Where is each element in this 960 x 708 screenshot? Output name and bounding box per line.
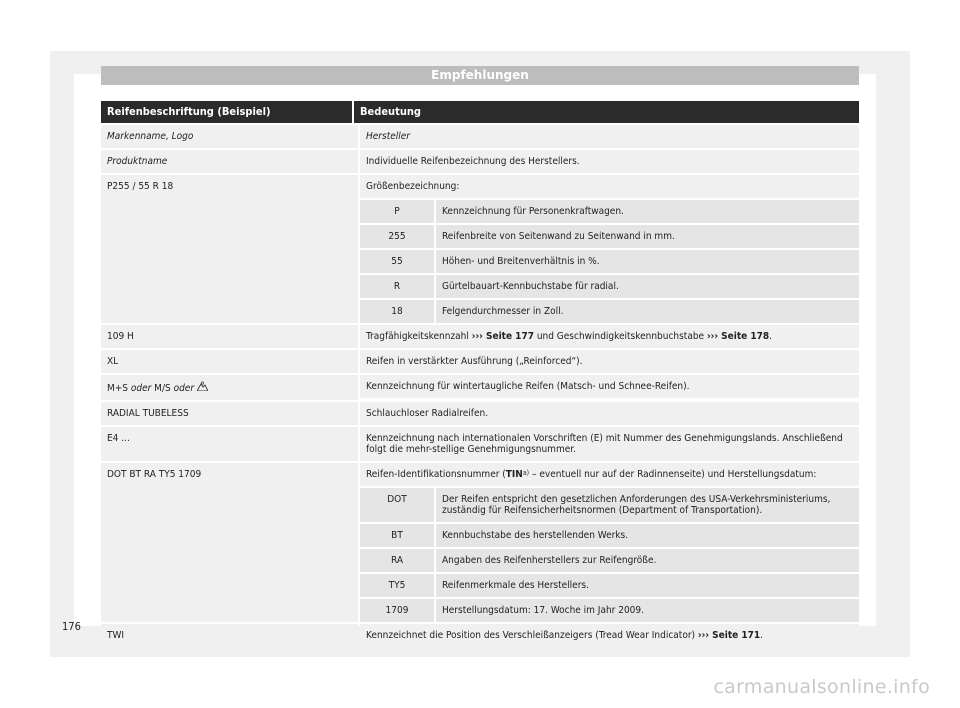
- sub-key: 255: [360, 225, 434, 248]
- row-label: DOT BT RA TY5 1709: [101, 463, 358, 622]
- sub-value: Angaben des Reifenherstellers zur Reifengröße.: [436, 549, 859, 572]
- row-label: E4 ...: [101, 427, 358, 461]
- sub-row: [360, 574, 859, 597]
- desc-text: Kennzeichnet die Position des Verschleißanzeigers (Tread Wear Indicator): [366, 630, 698, 641]
- sub-value: Kennbuchstabe des herstellenden Werks.: [436, 524, 859, 547]
- sub-key: TY5: [360, 574, 434, 597]
- footnote-marker: a): [522, 469, 530, 477]
- sub-row: [360, 524, 859, 547]
- row-description: [360, 624, 859, 647]
- page-link[interactable]: ››› Seite 171: [697, 630, 761, 641]
- snowflake-mountain-icon: [197, 381, 208, 391]
- table-row: [101, 150, 859, 173]
- sub-row: [360, 250, 859, 273]
- label-text: oder: [173, 383, 195, 394]
- table-row: [101, 624, 859, 647]
- desc-text: .: [769, 331, 773, 342]
- row-label: RADIAL TUBELESS: [101, 402, 358, 425]
- row-description: [360, 463, 859, 486]
- sub-row: [360, 488, 859, 522]
- desc-text: .: [760, 630, 763, 641]
- sub-row: [360, 275, 859, 298]
- desc-text: Tragfähigkeitskennzahl: [366, 331, 472, 342]
- page-link[interactable]: ››› Seite 177: [471, 331, 534, 342]
- table-row: [101, 427, 859, 461]
- sub-key: DOT: [360, 488, 434, 522]
- label-text: M+S: [107, 383, 131, 394]
- sub-value: Höhen- und Breitenverhältnis in %.: [436, 250, 859, 273]
- sub-value: Felgendurchmesser in Zoll.: [436, 300, 859, 323]
- row-label: Produktname: [101, 150, 358, 173]
- sub-key: 55: [360, 250, 434, 273]
- tire-marking-table: [101, 101, 859, 647]
- desc-text: Reifen-Identifikationsnummer (: [366, 469, 506, 480]
- table-row: [101, 125, 859, 148]
- sub-row: [360, 599, 859, 622]
- table-header: [101, 101, 859, 123]
- label-text: oder: [130, 383, 152, 394]
- row-description: Schlauchloser Radialreifen.: [360, 402, 859, 425]
- table-row: [101, 402, 859, 425]
- header-col-marking: Reifenbeschriftung (Beispiel): [101, 101, 354, 123]
- row-description: [360, 325, 859, 348]
- row-description: Reifen in verstärkter Ausführung („Reinforced“).: [360, 350, 859, 373]
- row-label: P255 / 55 R 18: [101, 175, 358, 323]
- sub-value: Gürtelbauart-Kennbuchstabe für radial.: [436, 275, 859, 298]
- desc-text: – eventuell nur auf der Radinnenseite) und Herstellungsdatum:: [529, 469, 817, 480]
- sub-value: Herstellungsdatum: 17. Woche im Jahr 2009.: [436, 599, 859, 622]
- sub-value: Der Reifen entspricht den gesetzlichen Anforderungen des USA-Verkehrsministeriums, zuständig für Reifensicherheitsnormen (Department of Transportation).: [436, 488, 859, 522]
- label-text: M/S: [151, 383, 174, 394]
- sub-key: 18: [360, 300, 434, 323]
- sub-value: Reifenmerkmale des Herstellers.: [436, 574, 859, 597]
- sub-row: [360, 300, 859, 323]
- row-label: 109 H: [101, 325, 358, 348]
- sub-value: Kennzeichnung für Personenkraftwagen.: [436, 200, 859, 223]
- row-label: XL: [101, 350, 358, 373]
- desc-text: und Geschwindigkeitskennbuchstabe: [533, 331, 707, 342]
- sub-key: 1709: [360, 599, 434, 622]
- sub-value: Reifenbreite von Seitenwand zu Seitenwand in mm.: [436, 225, 859, 248]
- row-label: [101, 375, 358, 400]
- sub-key: R: [360, 275, 434, 298]
- sub-row: [360, 549, 859, 572]
- table-row: [101, 375, 859, 400]
- row-label: Markenname, Logo: [101, 125, 358, 148]
- row-description: Kennzeichnung für wintertaugliche Reifen (Matsch- und Schnee-Reifen).: [360, 375, 859, 398]
- sub-key: RA: [360, 549, 434, 572]
- table-row: [101, 325, 859, 348]
- sub-row: [360, 225, 859, 248]
- watermark: carmanualsonline.info: [713, 676, 930, 698]
- row-description: Kennzeichnung nach internationalen Vorschriften (E) mit Nummer des Genehmigungslands. Anschließend folgt die mehr-stellige Genehmigungsnummer.: [360, 427, 859, 461]
- row-description: Größenbezeichnung:: [360, 175, 859, 198]
- sub-key: BT: [360, 524, 434, 547]
- row-description: Individuelle Reifenbezeichnung des Herstellers.: [360, 150, 859, 173]
- sub-row: [360, 200, 859, 223]
- sub-key: P: [360, 200, 434, 223]
- page-number: 176: [62, 620, 81, 633]
- table-row: [101, 175, 859, 323]
- row-description: Hersteller: [360, 125, 859, 148]
- section-title: Empfehlungen: [101, 66, 859, 85]
- tin-label: TIN: [505, 469, 523, 480]
- table-row: [101, 463, 859, 622]
- page-link[interactable]: ››› Seite 178: [706, 331, 770, 342]
- table-row: [101, 350, 859, 373]
- row-label: TWI: [101, 624, 358, 647]
- header-col-meaning: Bedeutung: [360, 105, 422, 118]
